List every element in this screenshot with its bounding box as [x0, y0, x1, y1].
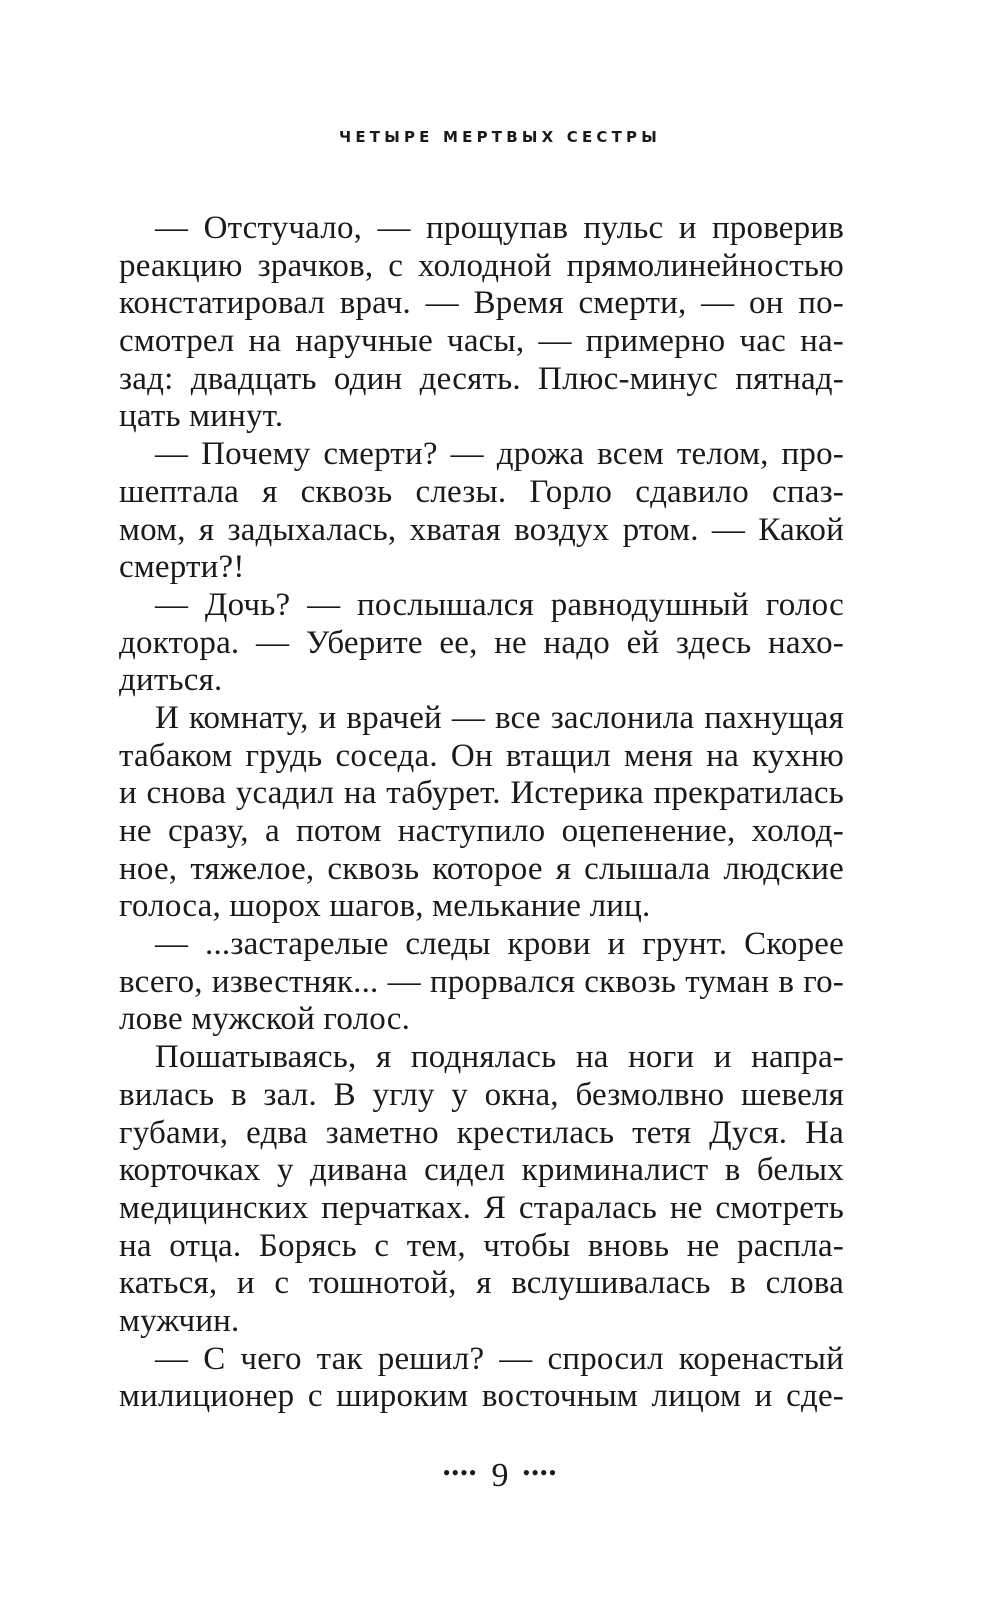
text-line: на отца. Борясь с тем, чтобы вновь не распла-: [119, 1227, 844, 1264]
text-line: не сразу, а потом наступило оцепенение, холод-: [119, 813, 844, 849]
text-line: вилась в зал. В углу у окна, безмолвно шевеля: [119, 1076, 844, 1113]
text-line: — Дочь? — послышался равнодушный голос: [155, 586, 844, 623]
text-line: медицинских перчатках. Я старалась не смотреть: [119, 1189, 844, 1226]
text-line: смотрел на наручные часы, — примерно час на-: [119, 323, 844, 360]
body-text: [119, 210, 844, 1416]
folio-dots-right: ••••: [522, 1460, 558, 1486]
text-line: корточках у дивана сидел криминалист в белых: [119, 1152, 844, 1189]
text-line: зад: двадцать один десять. Плюс-минус пятнад-: [119, 360, 844, 397]
text-line: губами, едва заметно крестилась тетя Дуся. На: [119, 1114, 844, 1151]
page-number: 9: [491, 1457, 509, 1495]
text-line: констатировал врач. — Время смерти, — он по-: [119, 285, 844, 322]
text-line: реакцию зрачков, с холодной прямолинейностью: [119, 247, 844, 284]
text-line: — Отстучало, — прощупав пульс и проверив: [155, 210, 844, 246]
text-line: каться, и с тошнотой, я вслушивалась в слова: [119, 1265, 844, 1302]
text-line: лове мужской голос.: [119, 1001, 411, 1038]
text-line: всего, известняк... — прорвался сквозь туман в го-: [119, 963, 844, 1000]
text-line: мужчин.: [119, 1302, 240, 1339]
text-line: диться.: [119, 662, 223, 699]
text-line: мом, я задыхалась, хватая воздух ртом. — Какой: [119, 511, 844, 548]
text-line: доктора. — Уберите ее, не надо ей здесь нахо-: [119, 624, 844, 661]
page-number-footer: [0, 1455, 1000, 1495]
text-line: и снова усадил на табурет. Истерика прекратилась: [119, 775, 844, 812]
text-line: — С чего так решил? — спросил коренастый: [155, 1340, 844, 1377]
text-line: милиционер с широким восточным лицом и сде-: [119, 1378, 844, 1415]
text-line: шептала я сквозь слезы. Горло сдавило спаз-: [119, 473, 844, 510]
text-line: Пошатываясь, я поднялась на ноги и напра-: [155, 1039, 844, 1076]
text-line: — ...застарелые следы крови и грунт. Скорее: [155, 926, 844, 963]
text-line: цать минут.: [119, 398, 284, 435]
text-line: ное, тяжелое, сквозь которое я слышала людские: [119, 850, 844, 887]
folio-dots-left: ••••: [442, 1460, 478, 1486]
text-line: табаком грудь соседа. Он втащил меня на кухню: [119, 737, 844, 774]
text-line: смерти?!: [119, 549, 245, 586]
text-line: голоса, шорох шагов, мелькание лиц.: [119, 888, 651, 925]
text-line: И комнату, и врачей — все заслонила пахнущая: [155, 699, 844, 736]
text-line: — Почему смерти? — дрожа всем телом, про-: [155, 436, 844, 473]
running-head: ЧЕТЫРЕ МЕРТВЫХ СЕСТРЫ: [339, 128, 661, 146]
